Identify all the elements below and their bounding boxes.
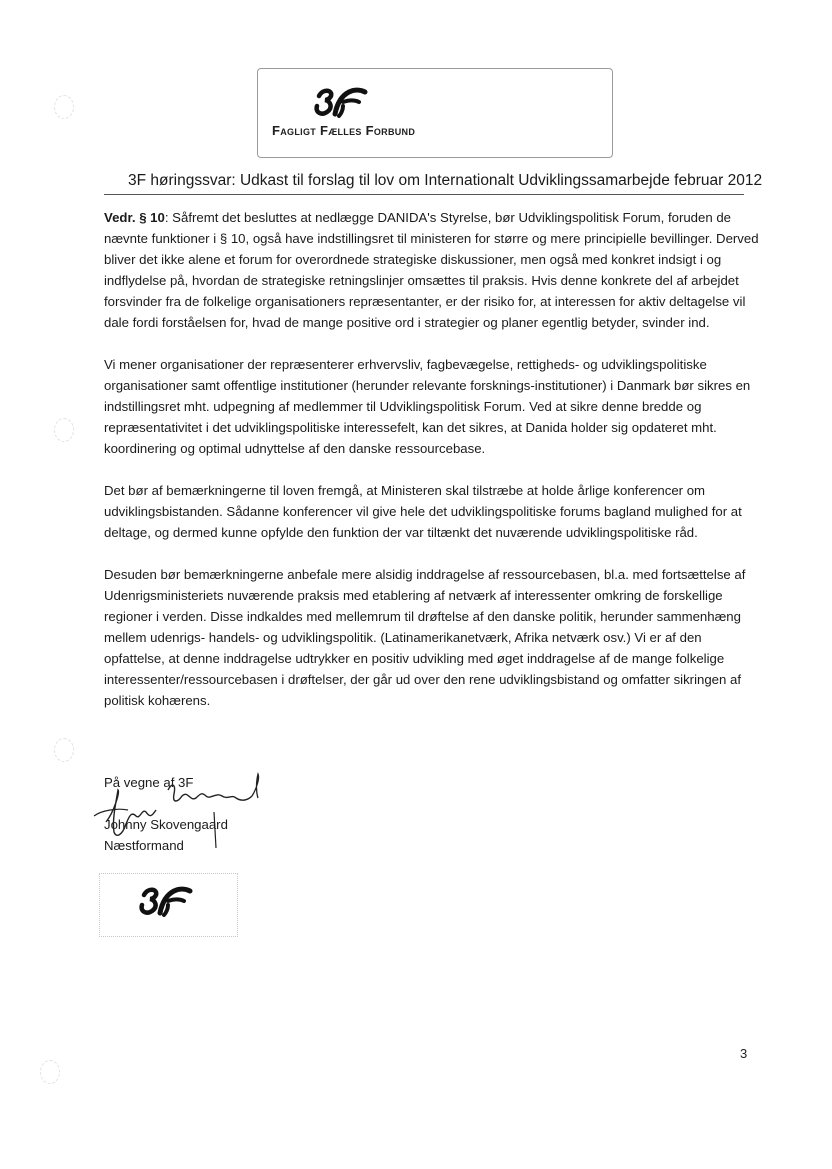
signatory-role: Næstformand [104,838,184,853]
punch-hole-mark [54,95,74,119]
paragraph-1-text: : Såfremt det besluttes at nedlægge DANIDA's Styrelse, bør Udviklingspolitisk Forum, foruden de nævnte funktioner i § 10, også have indstillingsret til ministeren for større og mere principielle bevillinger. Derved bliver det ikke alene et forum for overordnede strategiske diskussioner, men også med konkret indsigt i og indflydelse på, hvordan de strategiske retningslinjer omsættes til praksis. Hvis denne konkrete del af arbejdet forsvinder fra de folkelige organisationers repræsentanter, er der risiko for, at interessen for aktiv deltagelse vil dale fordi forståelsen for, hvad de mange positive ord i strategier og planer egentlig betyder, svinder ind. [104,210,759,330]
punch-hole-mark [54,418,74,442]
paragraph-1 [104,207,764,333]
signatory-name: Johnny Skovengaard [104,817,228,832]
document-title: 3F høringssvar: Udkast til forslag til lov om Internationalt Udviklingssamarbejde februar 2012 [128,172,763,189]
3f-footer-logo-icon [138,883,194,919]
title-underline [104,194,744,195]
letterhead-box [257,68,613,158]
on-behalf-line: På vegne af 3F [104,775,194,790]
section-reference: Vedr. § 10 [104,210,165,225]
paragraph-3: Det bør af bemærkningerne til loven fremgå, at Ministeren skal tilstræbe at holde årlige konferencer om udviklingsbistanden. Sådanne konferencer vil give hele det udviklingspolitiske forums bagland mulighed for at deltage, og dermed kunne opfylde den funktion der var tiltænkt det nuværende udviklingspolitiske råd. [104,483,742,540]
organization-name: Fagligt Fælles Forbund [272,123,416,138]
document-body [104,207,764,711]
page-number: 3 [740,1046,748,1061]
handwritten-signature [92,772,272,852]
paragraph-2: Vi mener organisationer der repræsenterer erhvervsliv, fagbevægelse, rettigheds- og udviklingspolitiske organisationer samt offentlige institutioner (herunder relevante forsknings-institutioner) i Danmark bør sikres en indstillingsret mht. udpegning af medlemmer til Udviklingspolitisk Forum. Ved at sikre denne bredde og repræsentativitet i det udviklingspolitiske interessefelt, kan det sikres, at Danida holder sig opdateret mht. koordinering og optimal udnyttelse af den danske ressourcebase. [104,357,751,456]
punch-hole-mark [54,738,74,762]
paragraph-4: Desuden bør bemærkningerne anbefale mere alsidig inddragelse af ressourcebasen, bl.a. med fortsættelse af Udenrigsministeriets nuværende praksis med etablering af netværk af interessenter omkring de forskellige regioner i verden. Disse indkaldes med mellemrum til drøftelse af den danske politik, herunder sammenhæng mellem udenrigs- handels- og udviklingspolitik. (Latinamerikanetværk, Afrika netværk osv.) Vi er af den opfattelse, at denne inddragelse udtrykker en positiv udvikling med øget inddragelse af de mange folkelige interessenter/ressourcebasen i drøftelser, der går ud over den rene udviklingsbistand og omfatter sikringen af politisk kohærens. [104,567,746,708]
punch-hole-mark [40,1060,60,1084]
3f-logo-icon [313,84,369,120]
